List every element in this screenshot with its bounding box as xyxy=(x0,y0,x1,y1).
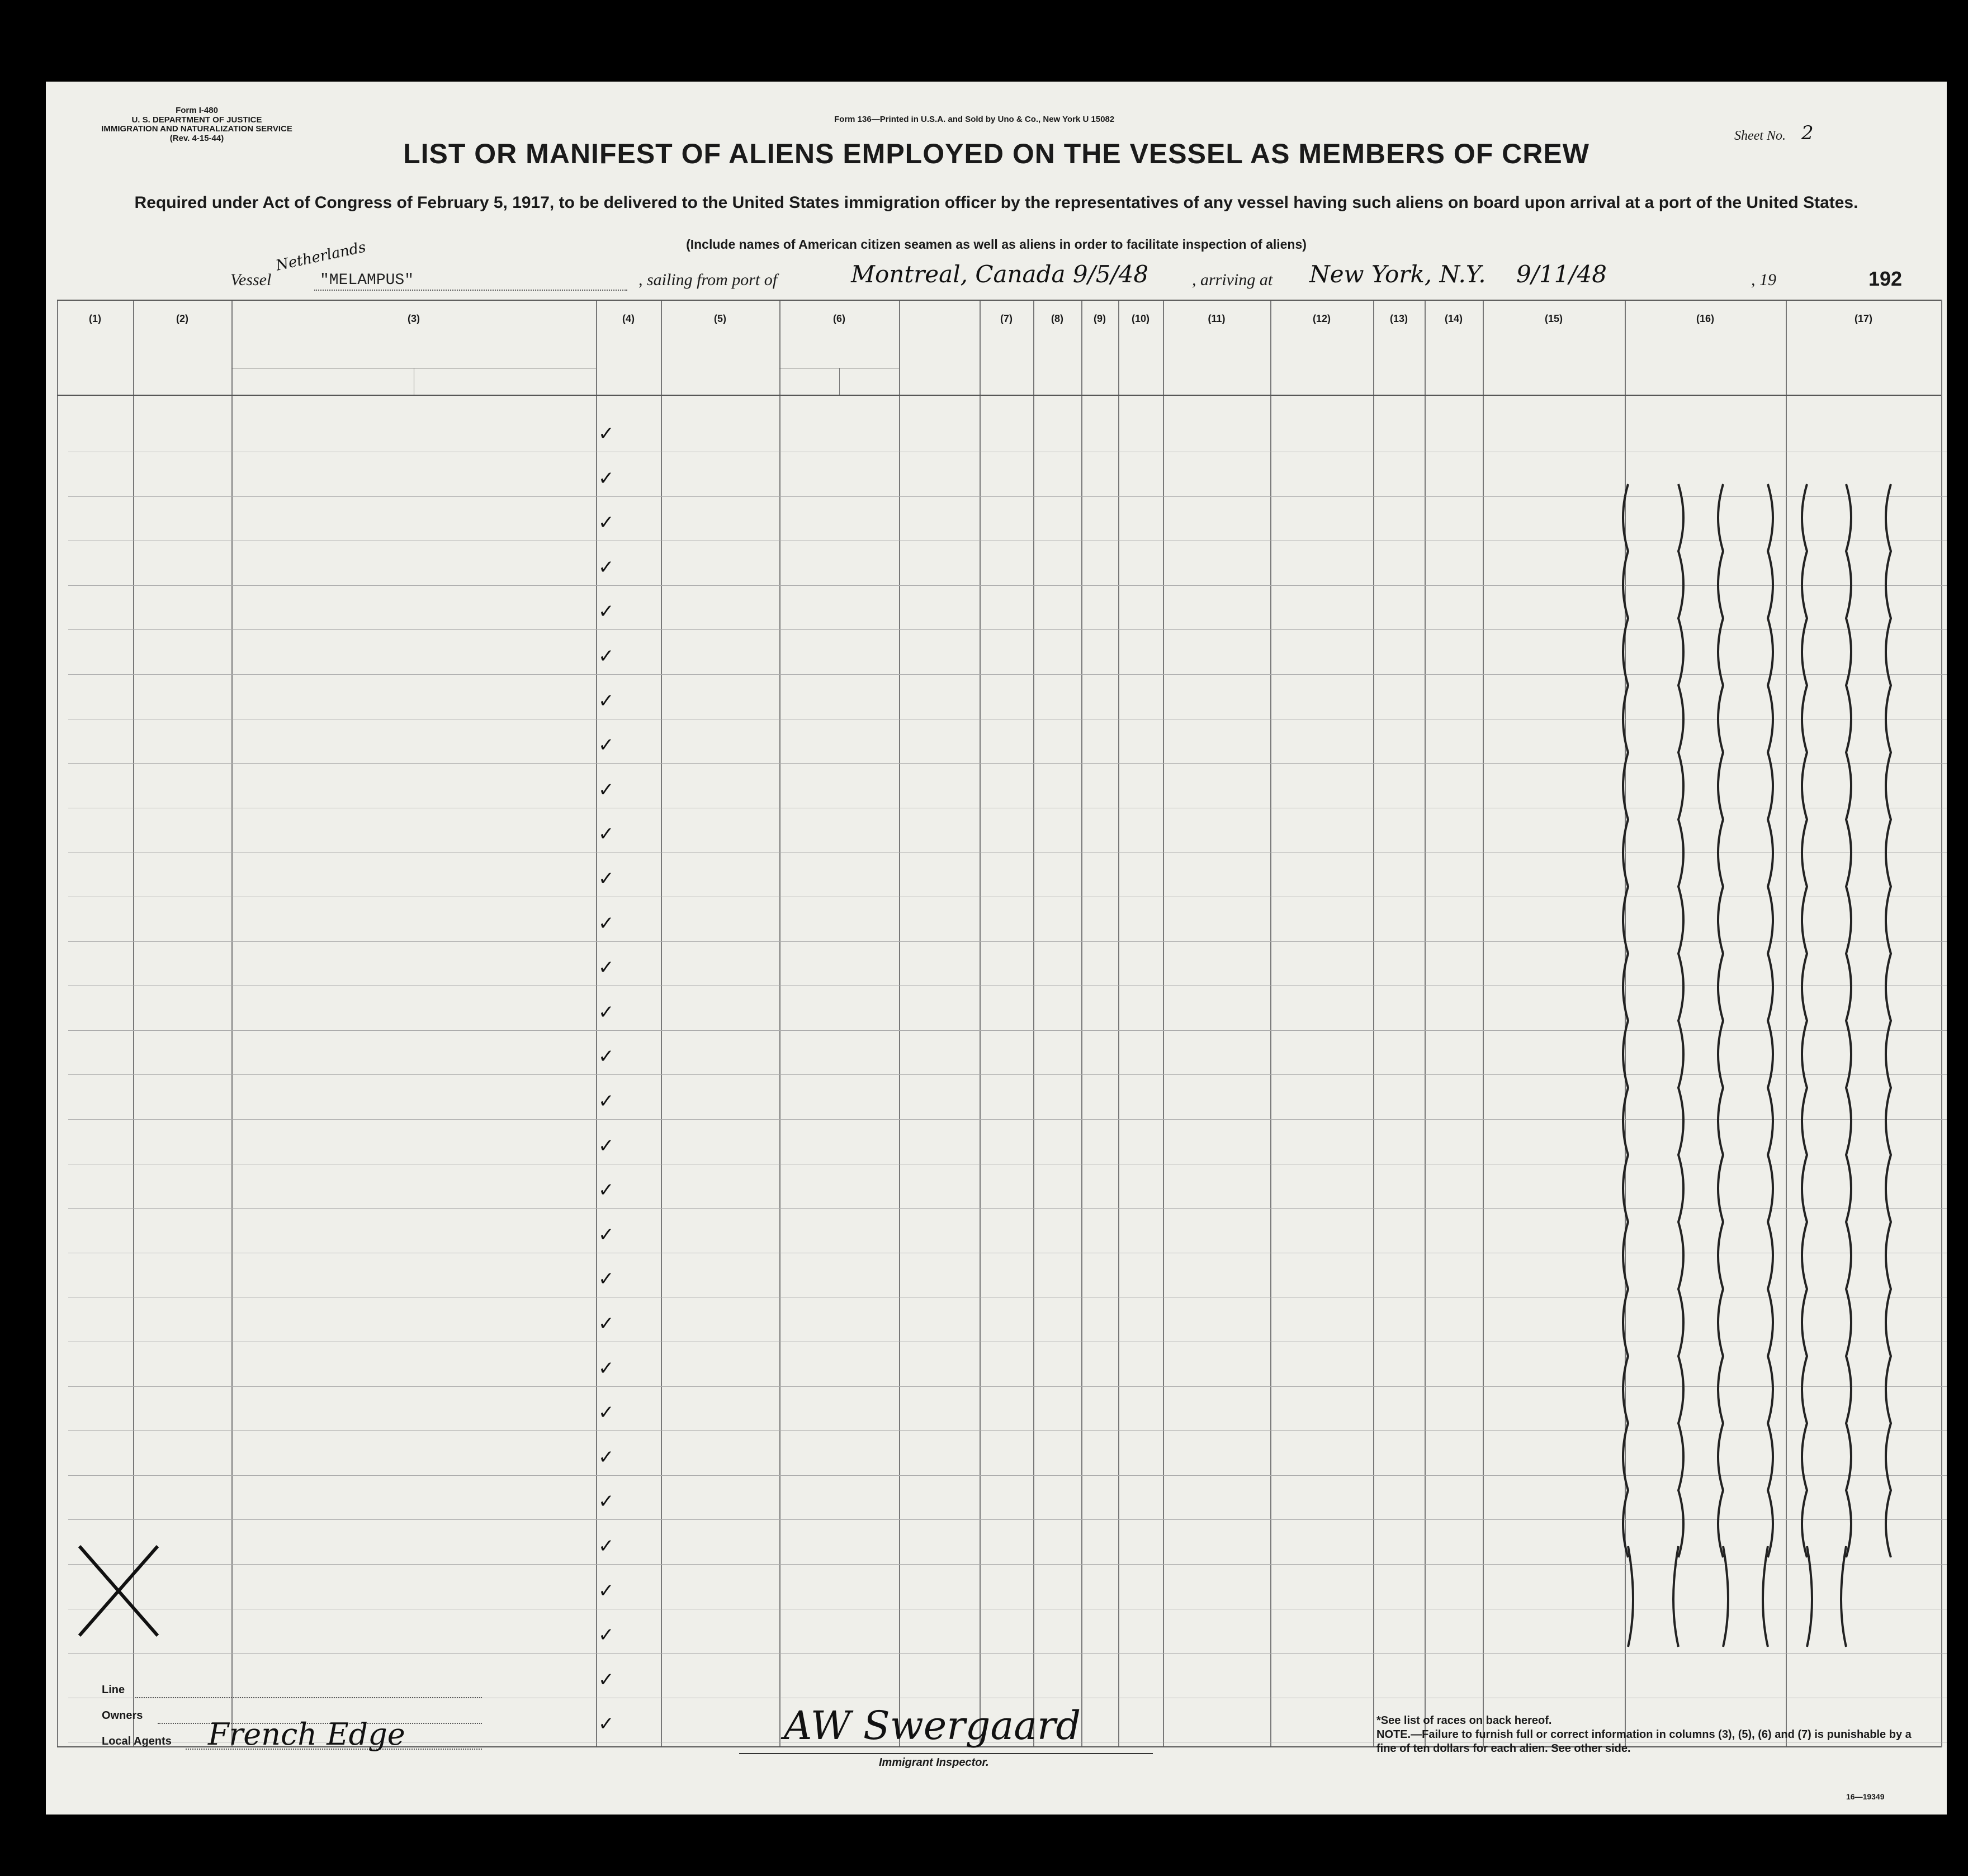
remark-ditto-line xyxy=(1886,484,1891,1557)
column-number: (1) xyxy=(89,313,101,324)
vessel-name: "MELAMPUS" xyxy=(320,272,414,289)
row-line xyxy=(68,496,1947,497)
check-mark: ✓ xyxy=(598,1045,614,1068)
column-number: (9) xyxy=(1094,313,1106,324)
row-line xyxy=(68,629,1947,630)
check-mark: ✓ xyxy=(598,1579,614,1602)
column-number: (3) xyxy=(408,313,420,324)
check-mark: ✓ xyxy=(598,1090,614,1112)
column-line xyxy=(1786,300,1787,1747)
port-of-departure: Montreal, Canada 9/5/48 xyxy=(851,260,1149,288)
arrival-port: New York, N.Y. xyxy=(1309,260,1486,288)
check-mark: ✓ xyxy=(598,1134,614,1157)
footer-agents-label: Local Agents xyxy=(102,1735,172,1747)
column-number: (4) xyxy=(622,313,635,324)
check-mark: ✓ xyxy=(598,1668,614,1691)
column-number: (2) xyxy=(176,313,188,324)
remark-never-deported xyxy=(103,0,1890,406)
column-line xyxy=(1373,300,1374,1747)
crew-table xyxy=(46,82,1947,1815)
column-number: (6) xyxy=(833,313,845,324)
row-line xyxy=(68,674,1947,675)
check-mark: ✓ xyxy=(598,1268,614,1291)
shipped-divider xyxy=(839,368,840,395)
column-line xyxy=(1081,300,1082,1747)
inspector-signature-line xyxy=(739,1753,1153,1754)
column-line xyxy=(661,300,662,1747)
arrival-date: 9/11/48 xyxy=(1516,260,1607,288)
column-line xyxy=(1483,300,1484,1747)
check-mark: ✓ xyxy=(598,1624,614,1647)
footer-line-label: Line xyxy=(102,1684,125,1696)
sailing-label: , sailing from port of xyxy=(638,271,778,289)
column-line xyxy=(596,300,597,1747)
inspector-signature: AW Swergaard xyxy=(784,1703,1081,1749)
column-number: (15) xyxy=(1544,313,1563,324)
row-line xyxy=(68,1074,1947,1075)
remarks-handwritten-lines xyxy=(46,82,1947,1815)
revision: (Rev. 4-15-44) xyxy=(169,133,224,143)
vessel-flag: Netherlands xyxy=(274,239,368,274)
check-mark: ✓ xyxy=(598,1223,614,1246)
sheet-label: Sheet No. xyxy=(1734,129,1786,143)
include-note: (Include names of American citizen seamen as well as aliens in order to facilitate inspection of aliens) xyxy=(686,237,1307,252)
column-number: (14) xyxy=(1444,313,1463,324)
row-line xyxy=(68,763,1947,764)
check-mark: ✓ xyxy=(598,1490,614,1513)
check-mark: ✓ xyxy=(598,1446,614,1468)
column-line xyxy=(231,300,233,1747)
column-line xyxy=(1425,300,1426,1747)
check-mark: ✓ xyxy=(598,423,614,445)
column-number: (10) xyxy=(1131,313,1149,324)
column-line xyxy=(1625,300,1626,1747)
column-line xyxy=(980,300,981,1747)
fine-note: NOTE.—Failure to furnish full or correct information in columns (3), (5), (6) and (7) is punishable by a fine of ten dollars for each alien. See other side. xyxy=(1376,1728,1912,1755)
check-mark: ✓ xyxy=(598,1179,614,1202)
row-line xyxy=(68,1653,1947,1654)
check-mark: ✓ xyxy=(598,689,614,712)
cross-out-mark xyxy=(79,1546,158,1636)
column-line xyxy=(133,300,134,1747)
remark-ditto-line xyxy=(1846,484,1851,1557)
row-line xyxy=(68,941,1947,942)
row-line xyxy=(68,1386,1947,1387)
check-mark: ✓ xyxy=(598,1357,614,1380)
check-mark: ✓ xyxy=(598,956,614,979)
column-line xyxy=(1270,300,1271,1747)
sheet-number: 2 xyxy=(1801,122,1814,144)
column-line xyxy=(1163,300,1164,1747)
row-line xyxy=(68,1519,1947,1520)
form-code: 16—19349 xyxy=(1846,1792,1885,1801)
vessel-label: Vessel xyxy=(230,271,272,289)
manifest-sheet xyxy=(46,82,1947,1815)
column-number: (16) xyxy=(1696,313,1714,324)
remark-ditto-line xyxy=(1678,484,1683,1557)
remark-ditto-line-lower xyxy=(1628,1546,1846,1647)
column-line xyxy=(779,300,780,1747)
subtitle: Required under Act of Congress of February 5, 1917, to be delivered to the United States immigration officer by the representatives of any vessel having such aliens on board upon arrival at a port of the United States. xyxy=(134,193,1858,212)
check-mark: ✓ xyxy=(598,1001,614,1024)
column-number: (11) xyxy=(1208,313,1226,324)
footer-line-dots xyxy=(135,1697,482,1698)
row-line xyxy=(68,1208,1947,1209)
column-number: (12) xyxy=(1312,313,1331,324)
agent-signature: French Edge xyxy=(208,1717,405,1752)
row-line xyxy=(68,1119,1947,1120)
stamp-number: 192 xyxy=(1868,267,1903,290)
arriving-label: , arriving at xyxy=(1192,271,1273,289)
printer-line: Form 136—Printed in U.S.A. and Sold by Uno & Co., New York U 15082 xyxy=(834,115,1115,124)
remark-ditto-line xyxy=(1768,484,1773,1557)
check-mark: ✓ xyxy=(598,734,614,757)
check-mark: ✓ xyxy=(598,1713,614,1736)
check-mark: ✓ xyxy=(598,645,614,667)
races-note: *See list of races on back hereof. xyxy=(1376,1714,1552,1727)
table-top-border xyxy=(57,300,1941,301)
check-mark: ✓ xyxy=(598,511,614,534)
form-number: Form I-480 xyxy=(176,106,218,115)
check-mark: ✓ xyxy=(598,868,614,890)
column-number: (17) xyxy=(1854,313,1872,324)
remark-ditto-line xyxy=(1802,484,1807,1557)
footer-owners-label: Owners xyxy=(102,1709,143,1722)
page-title: LIST OR MANIFEST OF ALIENS EMPLOYED ON THE VESSEL AS MEMBERS OF CREW xyxy=(403,138,1589,169)
inspector-label: Immigrant Inspector. xyxy=(879,1756,989,1769)
footer-notes xyxy=(1376,1714,1913,1756)
check-mark: ✓ xyxy=(598,556,614,579)
check-mark: ✓ xyxy=(598,467,614,490)
column-line xyxy=(899,300,900,1747)
column-line xyxy=(1941,300,1942,1747)
check-mark: ✓ xyxy=(598,1401,614,1424)
check-mark: ✓ xyxy=(598,1535,614,1557)
year-label: , 19 xyxy=(1751,271,1776,289)
check-mark: ✓ xyxy=(598,912,614,935)
column-number: (5) xyxy=(714,313,726,324)
row-line xyxy=(68,1430,1947,1431)
column-number: (8) xyxy=(1051,313,1063,324)
service-name: IMMIGRATION AND NATURALIZATION SERVICE xyxy=(101,124,292,134)
column-line xyxy=(1118,300,1119,1747)
header-bottom-border xyxy=(57,395,1941,396)
check-mark: ✓ xyxy=(598,823,614,846)
row-line xyxy=(68,585,1947,586)
remark-ditto-line xyxy=(1718,484,1723,1557)
row-line xyxy=(68,1564,1947,1565)
check-mark: ✓ xyxy=(598,778,614,801)
column-number: (7) xyxy=(1000,313,1013,324)
remark-claims xyxy=(55,0,1938,214)
row-line xyxy=(68,1475,1947,1476)
row-line xyxy=(68,1030,1947,1031)
check-mark: ✓ xyxy=(598,1313,614,1335)
column-number: (13) xyxy=(1389,313,1408,324)
column-line xyxy=(1033,300,1034,1747)
column-line xyxy=(57,300,58,1747)
check-mark: ✓ xyxy=(598,600,614,623)
department: U. S. DEPARTMENT OF JUSTICE xyxy=(131,115,262,125)
